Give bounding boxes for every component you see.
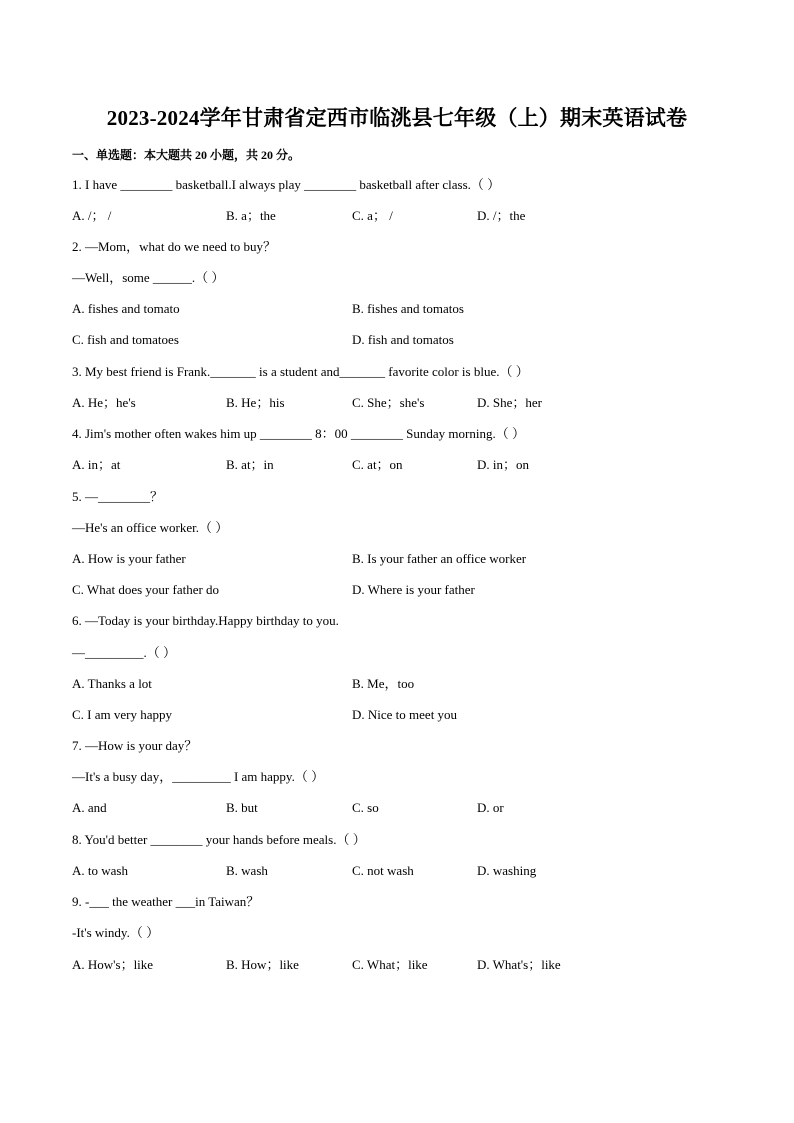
question-8-option-d[interactable]: D. washing (477, 863, 537, 878)
question-8-stem: 8. You'd better ________ your hands before meals.（ ） (72, 832, 366, 847)
question-6-option-b[interactable]: B. Me，too (352, 676, 415, 691)
question-1-option-b[interactable]: B. a；the (226, 208, 276, 223)
question-6-option-a[interactable]: A. Thanks a lot (72, 676, 152, 691)
question-8-option-c[interactable]: C. not wash (352, 863, 414, 878)
question-9-option-b[interactable]: B. How；like (226, 957, 299, 972)
question-7-stem: 7. —How is your day？ (72, 738, 198, 753)
question-5-option-a[interactable]: A. How is your father (72, 551, 186, 566)
question-6-option-c[interactable]: C. I am very happy (72, 707, 173, 722)
question-3-option-c[interactable]: C. She；she's (352, 395, 425, 410)
question-5-option-d[interactable]: D. Where is your father (352, 582, 475, 597)
question-9-option-d[interactable]: D. What's；like (477, 957, 561, 972)
question-9-option-c[interactable]: C. What；like (352, 957, 428, 972)
question-3-option-a[interactable]: A. He；he's (72, 395, 136, 410)
question-3-stem: 3. My best friend is Frank._______ is a student and_______ favorite color is blue.（ ） (72, 364, 529, 379)
question-6-reply: —_________.（ ） (72, 645, 177, 660)
question-7-option-a[interactable]: A. and (72, 800, 107, 815)
question-2-option-b[interactable]: B. fishes and tomatos (352, 301, 464, 316)
question-2-option-a[interactable]: A. fishes and tomato (72, 301, 180, 316)
question-2-stem: 2. —Mom，what do we need to buy？ (72, 239, 277, 254)
question-9-stem: 9. -___ the weather ___in Taiwan？ (72, 894, 260, 909)
question-2-option-c[interactable]: C. fish and tomatoes (72, 332, 179, 347)
question-7-option-c[interactable]: C. so (352, 800, 379, 815)
question-1-option-c[interactable]: C. a； / (352, 208, 393, 223)
question-7-option-d[interactable]: D. or (477, 800, 504, 815)
question-9-reply: -It's windy.（ ） (72, 925, 160, 940)
question-4-stem: 4. Jim's mother often wakes him up ________ 8：00 ________ Sunday morning.（ ） (72, 426, 525, 441)
question-4-option-c[interactable]: C. at；on (352, 457, 403, 472)
question-5-stem: 5. —________？ (72, 489, 164, 504)
question-7-reply: —It's a busy day，_________ I am happy.（ ） (72, 769, 325, 784)
question-6-option-d[interactable]: D. Nice to meet you (352, 707, 458, 722)
question-1-option-a[interactable]: A. /； / (72, 208, 112, 223)
page-title: 2023-2024学年甘肃省定西市临洮县七年级（上）期末英语试卷 (106, 106, 688, 130)
question-1-stem: 1. I have ________ basketball.I always play ________ basketball after class.（ ） (72, 177, 501, 192)
section-heading: 一、单选题：本大题共 20 小题，共 20 分。 (72, 148, 301, 162)
question-5-option-c[interactable]: C. What does your father do (72, 582, 220, 597)
question-8-option-a[interactable]: A. to wash (72, 863, 128, 878)
question-9-option-a[interactable]: A. How's；like (72, 957, 154, 972)
question-2-option-d[interactable]: D. fish and tomatos (352, 332, 454, 347)
question-2-reply: —Well，some ______.（ ） (72, 270, 225, 285)
question-4-option-d[interactable]: D. in；on (477, 457, 530, 472)
question-3-option-b[interactable]: B. He；his (226, 395, 285, 410)
question-5-option-b[interactable]: B. Is your father an office worker (352, 551, 527, 566)
question-4-option-a[interactable]: A. in；at (72, 457, 121, 472)
question-3-option-d[interactable]: D. She；her (477, 395, 542, 410)
question-8-option-b[interactable]: B. wash (226, 863, 268, 878)
question-1-option-d[interactable]: D. /；the (477, 208, 526, 223)
question-5-reply: —He's an office worker.（ ） (72, 520, 229, 535)
question-4-option-b[interactable]: B. at；in (226, 457, 274, 472)
question-6-stem: 6. —Today is your birthday.Happy birthday to you. (72, 613, 339, 628)
question-7-option-b[interactable]: B. but (226, 800, 258, 815)
